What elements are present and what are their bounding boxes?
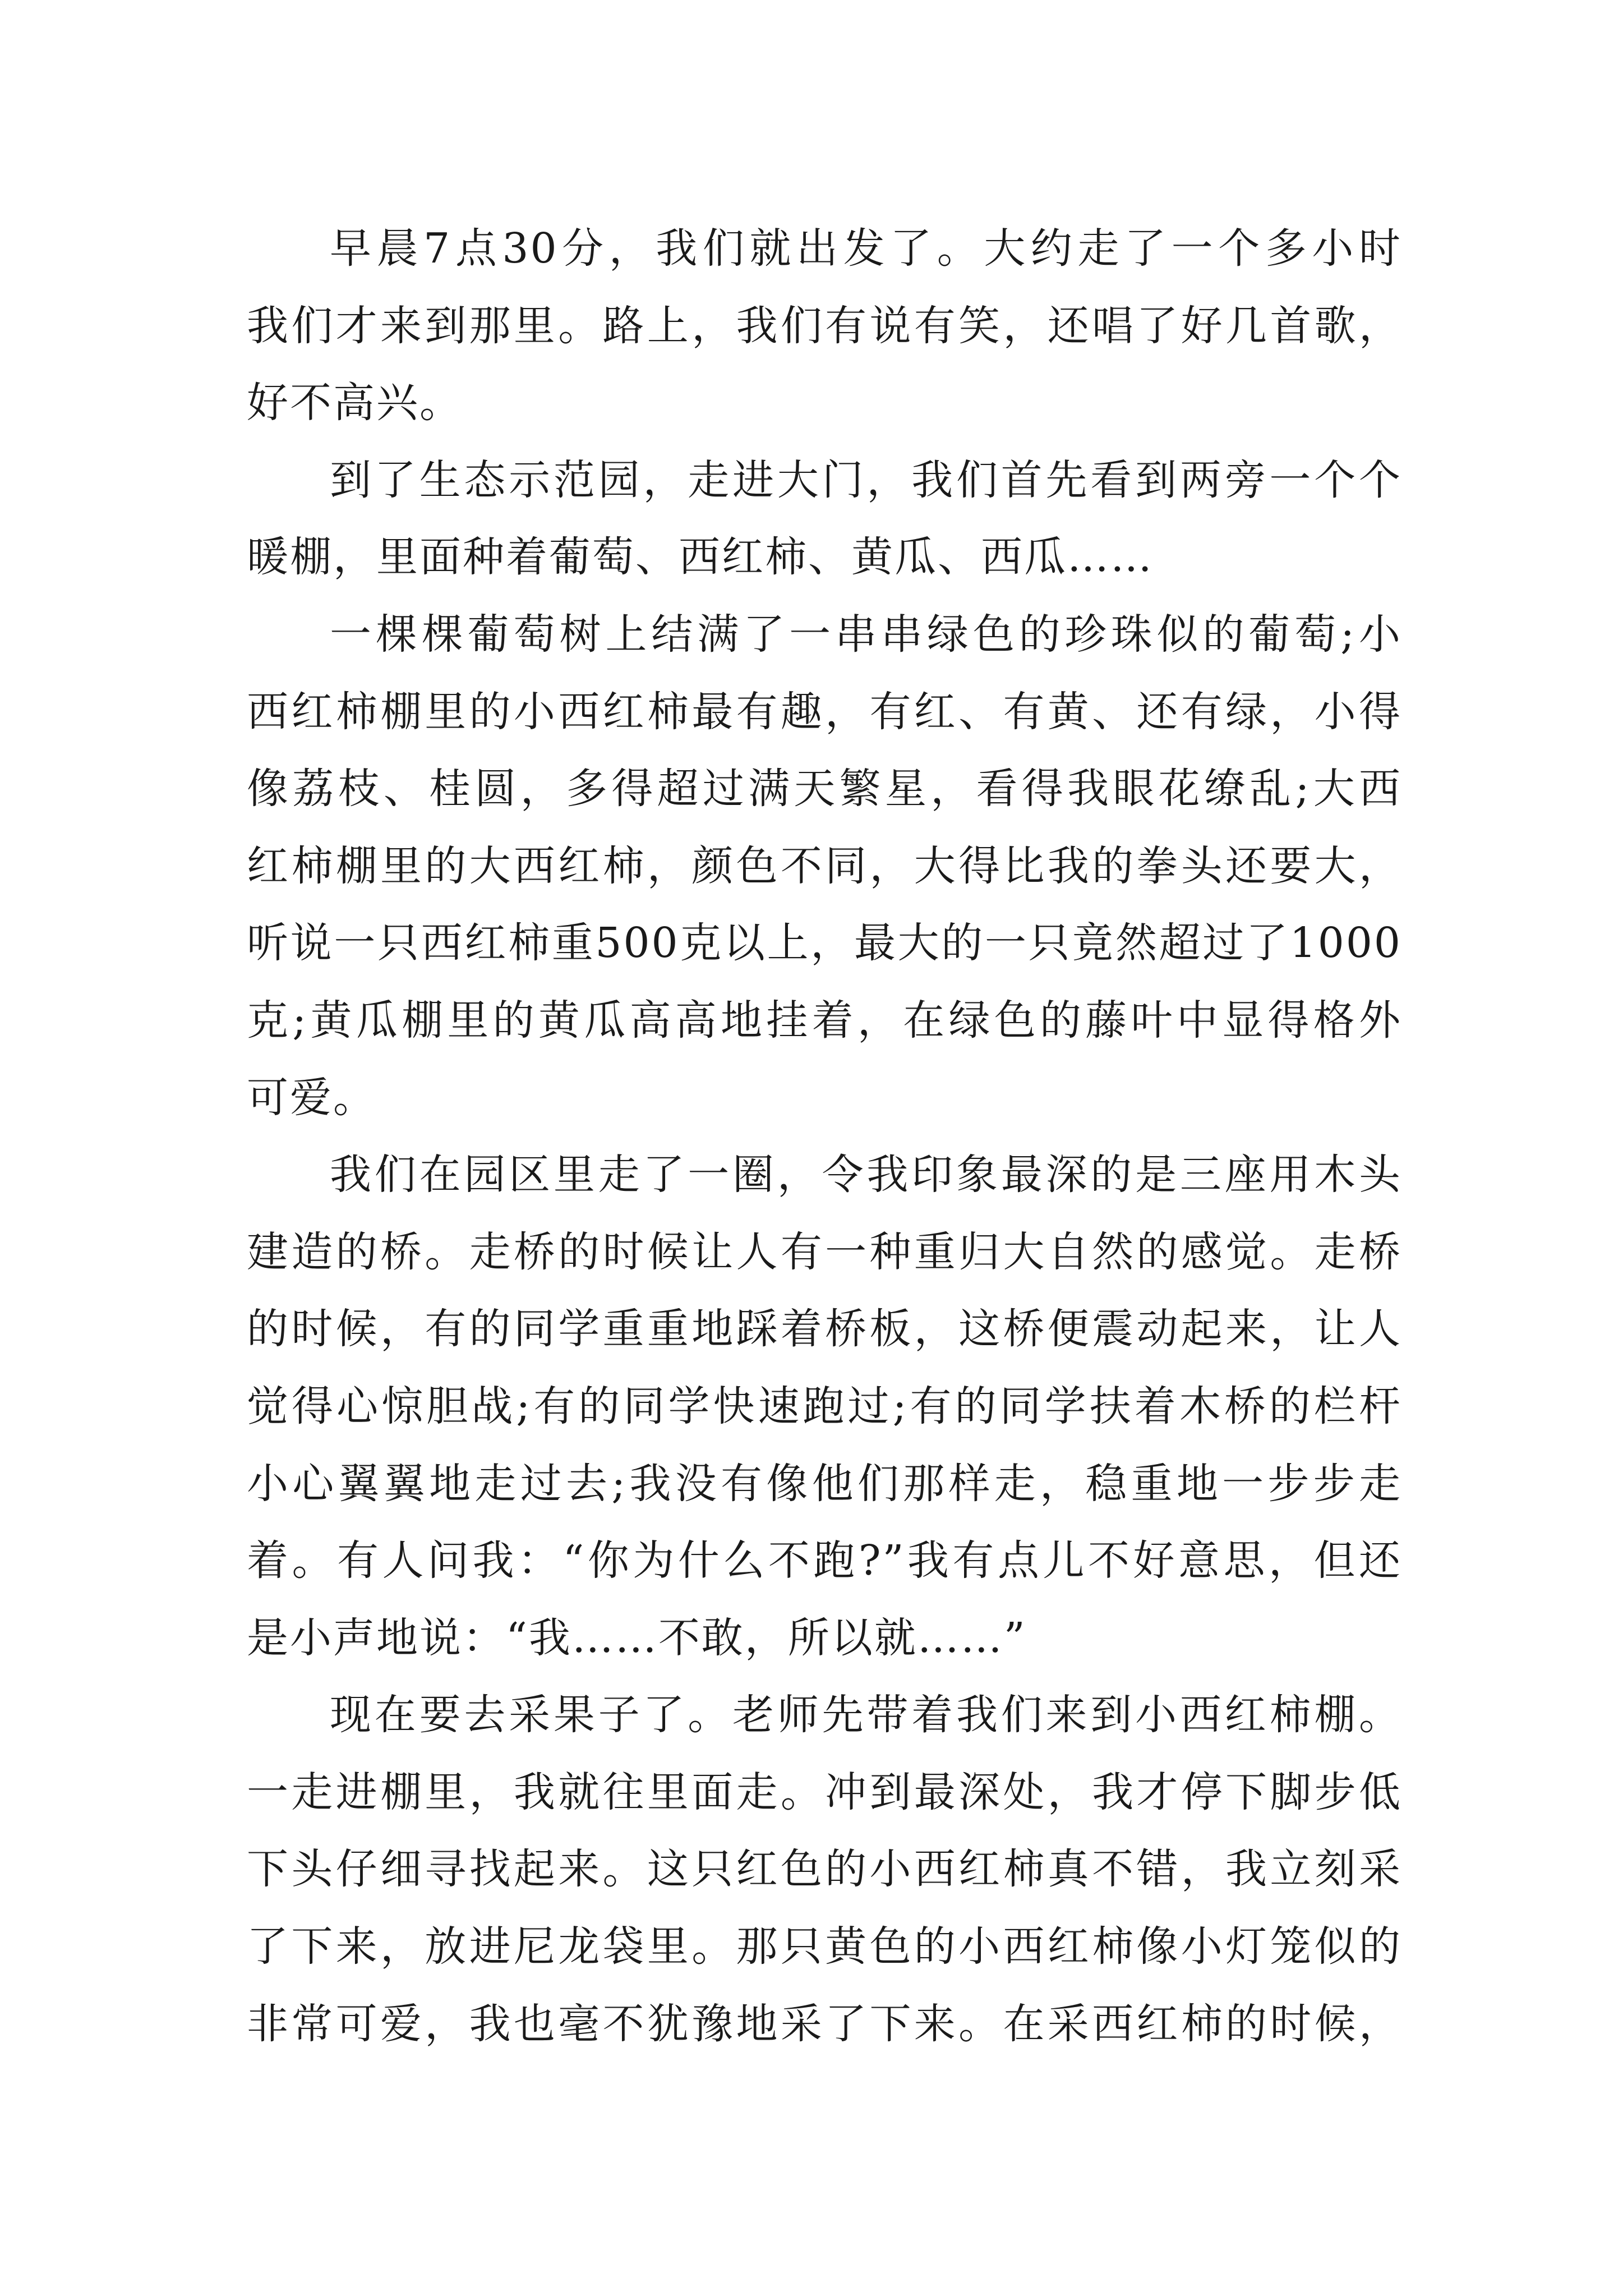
paragraph-line: 可爱。 — [247, 1073, 376, 1122]
paragraph-line: 西红柿棚里的小西红柿最有趣，有红、有黄、还有绿，小得 — [247, 687, 1402, 736]
paragraph-line: 到了生态示范园，走进大门，我们首先看到两旁一个个 — [330, 455, 1402, 504]
paragraph-line: 了下来，放进尼龙袋里。那只黄色的小西红柿像小灯笼似的 — [247, 1922, 1402, 1971]
paragraph-line: 建造的桥。走桥的时候让人有一种重归大自然的感觉。走桥 — [247, 1227, 1402, 1276]
paragraph-line: 好不高兴。 — [247, 379, 463, 427]
paragraph-line: 着。有人问我：“你为什么不跑?”我有点儿不好意思，但还 — [247, 1536, 1402, 1585]
paragraph-line: 早晨7点30分，我们就出发了。大约走了一个多小时 — [330, 224, 1402, 273]
paragraph-line: 克;黄瓜棚里的黄瓜高高地挂着，在绿色的藤叶中显得格外 — [247, 996, 1402, 1045]
paragraph-line: 我们在园区里走了一圈，令我印象最深的是三座用木头 — [330, 1151, 1402, 1199]
paragraph-line: 一走进棚里，我就往里面走。冲到最深处，我才停下脚步低 — [247, 1768, 1402, 1816]
paragraph-line: 非常可爱，我也毫不犹豫地采了下来。在采西红柿的时候， — [247, 1999, 1402, 2048]
paragraph-line: 暖棚，里面种着葡萄、西红柿、黄瓜、西瓜…… — [247, 533, 1154, 582]
article-body — [247, 210, 1402, 2063]
paragraph-line: 小心翼翼地走过去;我没有像他们那样走，稳重地一步步走 — [247, 1459, 1402, 1508]
paragraph-line: 一棵棵葡萄树上结满了一串串绿色的珍珠似的葡萄;小 — [330, 610, 1402, 659]
paragraph-line: 觉得心惊胆战;有的同学快速跑过;有的同学扶着木桥的栏杆 — [247, 1382, 1402, 1430]
paragraph-line: 红柿棚里的大西红柿，颜色不同，大得比我的拳头还要大， — [247, 841, 1402, 890]
paragraph-line: 像荔枝、桂圆，多得超过满天繁星，看得我眼花缭乱;大西 — [247, 765, 1402, 813]
paragraph-line: 下头仔细寻找起来。这只红色的小西红柿真不错，我立刻采 — [247, 1845, 1402, 1894]
paragraph-line: 的时候，有的同学重重地踩着桥板，这桥便震动起来，让人 — [247, 1305, 1402, 1354]
paragraph-line: 现在要去采果子了。老师先带着我们来到小西红柿棚。 — [330, 1691, 1402, 1740]
paragraph-line: 是小声地说：“我……不敢，所以就……” — [247, 1613, 1027, 1662]
paragraph-line: 我们才来到那里。路上，我们有说有笑，还唱了好几首歌， — [247, 301, 1402, 350]
paragraph-line: 听说一只西红柿重500克以上，最大的一只竟然超过了1000 — [247, 919, 1402, 968]
